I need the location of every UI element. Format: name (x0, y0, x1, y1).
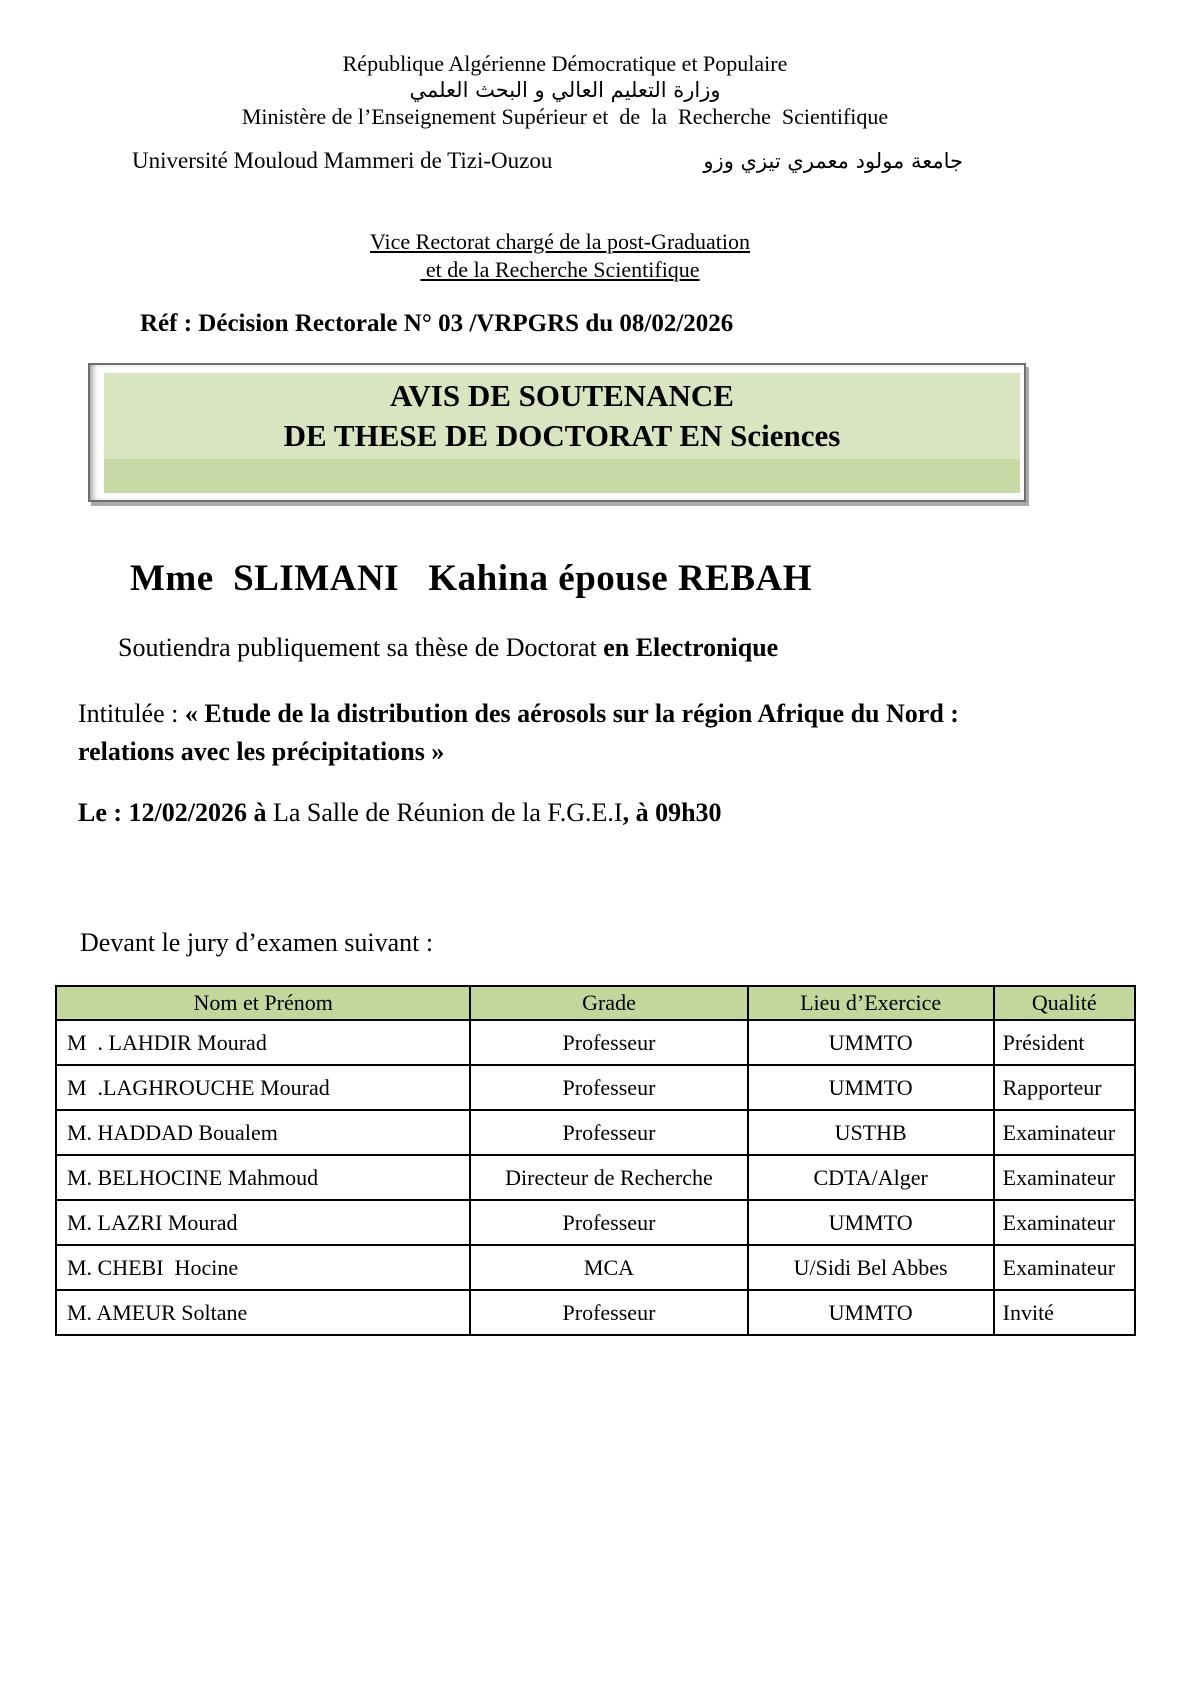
vice-rectorat-line1: Vice Rectorat chargé de la post-Graduation (369, 229, 751, 254)
jury-member-role: Rapporteur (994, 1065, 1135, 1110)
jury-member-name: M. AMEUR Soltane (56, 1290, 470, 1335)
jury-member-institution: UMMTO (748, 1065, 994, 1110)
defense-schedule (78, 798, 722, 828)
jury-member-institution: U/Sidi Bel Abbes (748, 1245, 994, 1290)
jury-member-name: M. BELHOCINE Mahmoud (56, 1155, 470, 1200)
jury-table (55, 985, 1136, 1336)
jury-member-institution: UMMTO (748, 1020, 994, 1065)
thesis-title-block (78, 695, 983, 771)
national-header (0, 50, 1130, 130)
table-row (56, 1065, 1135, 1110)
jury-member-institution: UMMTO (748, 1290, 994, 1335)
candidate-name: Mme SLIMANI Kahina épouse REBAH (130, 558, 813, 599)
jury-member-grade: Professeur (470, 1065, 747, 1110)
jury-member-institution: UMMTO (748, 1200, 994, 1245)
jury-member-name: M .LAGHROUCHE Mourad (56, 1065, 470, 1110)
defense-notice-banner (88, 363, 1026, 502)
jury-member-role: Examinateur (994, 1110, 1135, 1155)
table-row (56, 1020, 1135, 1065)
announcement-specialty: en Electronique (603, 633, 779, 662)
university-name-french: Université Mouloud Mammeri de Tizi-Ouzou (132, 148, 553, 173)
university-name-arabic: جامعة مولود معمري تيزي وزو (703, 149, 963, 173)
jury-member-grade: Professeur (470, 1290, 747, 1335)
banner-title-line2: DE THESE DE DOCTORAT EN Sciences (283, 418, 841, 453)
jury-member-institution: CDTA/Alger (748, 1155, 994, 1200)
jury-member-role: Examinateur (994, 1200, 1135, 1245)
table-row (56, 1200, 1135, 1245)
university-row (132, 148, 963, 174)
jury-member-name: M. HADDAD Boualem (56, 1110, 470, 1155)
banner-title-line1: AVIS DE SOUTENANCE (390, 378, 734, 413)
jury-member-grade: Directeur de Recherche (470, 1155, 747, 1200)
vice-rectorat-line2: et de la Recherche Scientifique (420, 257, 700, 282)
column-header-qualite: Qualité (994, 986, 1135, 1020)
republic-line: République Algérienne Démocratique et Populaire (342, 51, 788, 76)
thesis-title-text: « Etude de la distribution des aérosols sur la région Afrique du Nord : relations avec les précipitations » (78, 699, 959, 766)
column-header-name: Nom et Prénom (56, 986, 470, 1020)
jury-member-grade: Professeur (470, 1020, 747, 1065)
table-header-row (56, 986, 1135, 1020)
jury-member-grade: Professeur (470, 1110, 747, 1155)
banner-bottom-strip (104, 459, 1020, 493)
vice-rectorat-block (0, 228, 1120, 284)
table-row (56, 1155, 1135, 1200)
jury-member-role: Invité (994, 1290, 1135, 1335)
jury-member-name: M. CHEBI Hocine (56, 1245, 470, 1290)
column-header-grade: Grade (470, 986, 747, 1020)
banner-title (104, 373, 1020, 459)
table-row (56, 1290, 1135, 1335)
rectoral-decision-reference: Réf : Décision Rectorale N° 03 /VRPGRS du 08/02/2026 (140, 310, 734, 337)
jury-member-grade: Professeur (470, 1200, 747, 1245)
thesis-title-label: Intitulée : (78, 699, 185, 728)
schedule-location: La Salle de Réunion de la F.G.E.I (273, 798, 623, 827)
column-header-lieu: Lieu d’Exercice (748, 986, 994, 1020)
ministry-line-arabic: وزارة التعليم العالي و البحث العلمي (409, 78, 721, 102)
jury-member-role: Examinateur (994, 1245, 1135, 1290)
table-row (56, 1245, 1135, 1290)
ministry-line-french: Ministère de l’Enseignement Supérieur et de la Recherche Scientifique (241, 104, 889, 129)
table-row (56, 1110, 1135, 1155)
jury-member-name: M. LAZRI Mourad (56, 1200, 470, 1245)
schedule-time: , à 09h30 (622, 798, 722, 827)
announcement-regular-text: Soutiendra publiquement sa thèse de Doctorat (118, 633, 604, 662)
jury-intro-line: Devant le jury d’examen suivant : (80, 928, 434, 957)
jury-member-role: Examinateur (994, 1155, 1135, 1200)
jury-member-name: M . LAHDIR Mourad (56, 1020, 470, 1065)
jury-member-role: Président (994, 1020, 1135, 1065)
jury-member-grade: MCA (470, 1245, 747, 1290)
defense-announcement (118, 633, 778, 663)
jury-member-institution: USTHB (748, 1110, 994, 1155)
schedule-date: Le : 12/02/2026 à (78, 798, 273, 827)
